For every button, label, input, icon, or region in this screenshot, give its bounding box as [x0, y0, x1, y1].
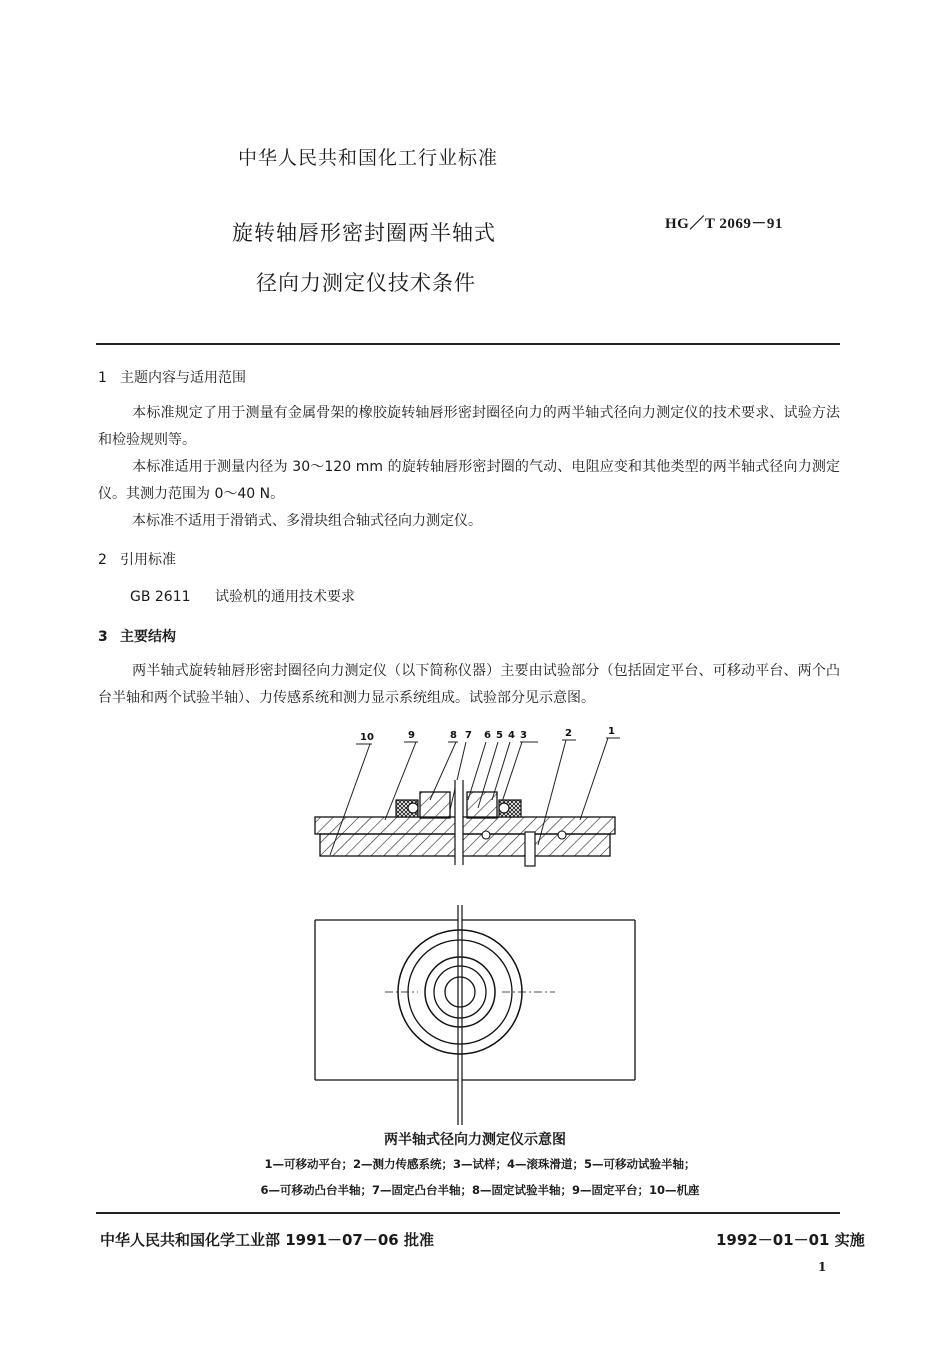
callout-8: 8	[450, 730, 457, 741]
approval-statement: 中华人民共和国化学工业部 1991－07－06 批准	[100, 1231, 434, 1249]
section-3-heading	[98, 626, 176, 646]
section-3-title: 主要结构	[120, 629, 176, 645]
figure-caption: 两半轴式径向力测定仪示意图	[384, 1132, 566, 1148]
callout-5: 5	[496, 730, 503, 741]
cross-section-view	[315, 780, 615, 866]
reference-name: 试验机的通用技术要求	[215, 589, 355, 605]
issuing-authority-title: 中华人民共和国化工行业标准	[238, 147, 499, 169]
section-1-heading	[98, 367, 246, 387]
measuring-instrument-schematic	[290, 720, 650, 1140]
section-1-number: 1	[98, 370, 107, 386]
effective-date: 1992－01－01 实施	[716, 1231, 865, 1249]
reference-code: GB 2611	[130, 589, 191, 605]
page-number: 1	[818, 1260, 827, 1274]
figure-legend-line1: 1—可移动平台；2—测力传感系统；3—试样；4—滚珠滑道；5—可移动试验半轴；	[264, 1157, 696, 1171]
callout-3: 3	[520, 730, 527, 741]
section-3-paragraph-1: 两半轴式旋转轴唇形密封圈径向力测定仪（以下简称仪器）主要由试验部分（包括固定平台、可移动平台、两个凸台半轴和两个试验半轴）、力传感系统和测力显示系统组成。试验部分见示意图。	[98, 663, 840, 706]
section-2-heading	[98, 549, 176, 569]
callout-7: 7	[465, 730, 472, 741]
section-2-title: 引用标准	[120, 552, 176, 568]
callout-6: 6	[484, 730, 491, 741]
callout-9: 9	[408, 730, 415, 741]
figure-legend-line2: 6—可移动凸台半轴；7—固定凸台半轴；8—固定试验半轴；9—固定平台；10—机座	[260, 1183, 700, 1197]
footer-divider	[96, 1212, 840, 1214]
document-title-line2: 径向力测定仪技术条件	[256, 271, 476, 295]
section-2-number: 2	[98, 552, 107, 568]
reference-entry	[130, 586, 355, 606]
plan-view	[315, 905, 635, 1125]
section-1-paragraph-2: 本标准适用于测量内径为 30～120 mm 的旋转轴唇形密封圈的气动、电阻应变和其他类型的两半轴式径向力测定仪。其测力范围为 0～40 N。	[98, 459, 840, 502]
callout-1: 1	[608, 726, 615, 737]
callout-4: 4	[508, 730, 515, 741]
section-1-title: 主题内容与适用范围	[120, 370, 246, 386]
standard-number: HG／T 2069－91	[665, 216, 783, 232]
header-divider	[96, 343, 840, 345]
section-1-paragraph-3: 本标准不适用于滑销式、多滑块组合轴式径向力测定仪。	[132, 513, 482, 529]
callout-2: 2	[565, 728, 572, 739]
document-title-line1: 旋转轴唇形密封圈两半轴式	[232, 221, 496, 245]
callout-10: 10	[360, 732, 374, 743]
section-3-number: 3	[98, 629, 108, 645]
section-1-paragraph-1: 本标准规定了用于测量有金属骨架的橡胶旋转轴唇形密封圈径向力的两半轴式径向力测定仪的技术要求、试验方法和检验规则等。	[98, 405, 840, 448]
